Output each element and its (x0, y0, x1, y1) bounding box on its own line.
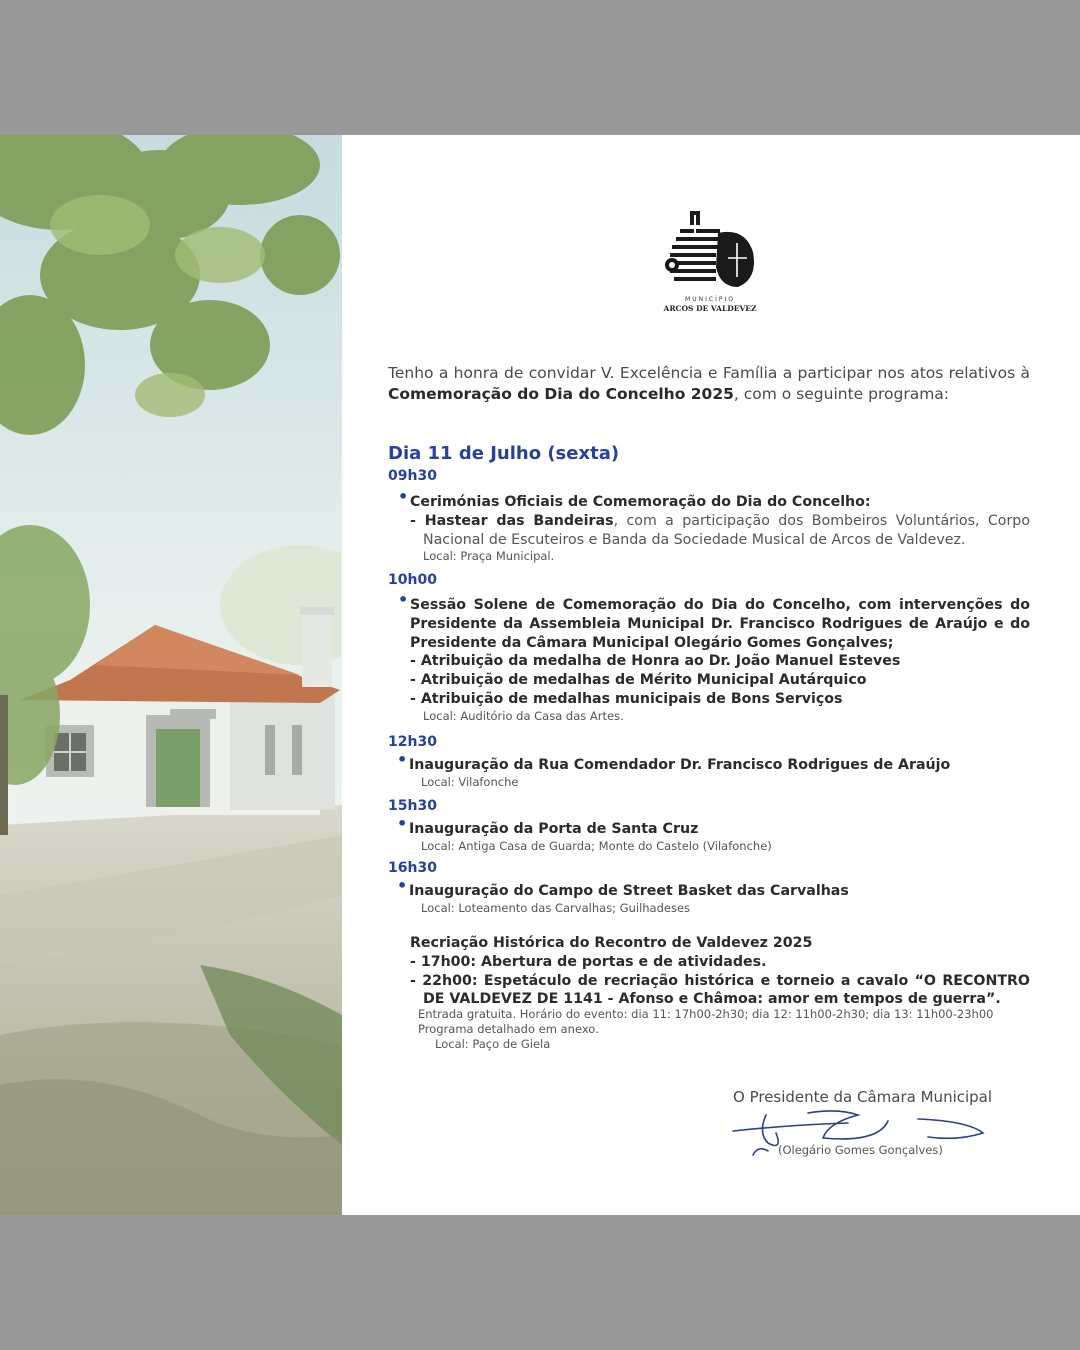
event-title: Sessão Solene de Comemoração do Dia do Concelho, com intervenções do Presidente da Assembleia Municipal Dr. Francisco Rodrigues de Araújo e do Presidente da Câmara Municipal Olegário Gomes Gonçalves; (410, 597, 1030, 651)
event-item (398, 487, 1030, 564)
event-sub-item: - Atribuição da medalha de Honra ao Dr. João Manuel Esteves (410, 653, 901, 670)
program-note: Programa detalhado em anexo. (418, 1022, 599, 1037)
bullet-icon: • (397, 814, 408, 833)
signatory-name: (Olegário Gomes Gonçalves) (778, 1143, 943, 1157)
event-item (398, 590, 1030, 724)
event-location: Local: Vilafonche (421, 774, 519, 789)
event-time: 09h30 (388, 468, 437, 484)
house-illustration (0, 135, 342, 1215)
bullet-icon: • (398, 487, 409, 506)
recreation-block (410, 934, 1030, 1009)
program-day-heading: Dia 11 de Julho (sexta) (388, 443, 620, 464)
invitation-card (0, 135, 1080, 1215)
bullet-icon: • (397, 876, 408, 895)
event-title: Cerimónias Oficiais de Comemoração do Dia do Concelho: (410, 494, 871, 510)
event-time: 15h30 (388, 798, 437, 814)
intro-event-name: Comemoração do Dia do Concelho 2025 (388, 385, 734, 403)
event-location: Local: Loteamento das Carvalhas; Guilhadeses (421, 900, 691, 915)
event-title: Inauguração da Porta de Santa Cruz (409, 821, 699, 837)
event-sub-item: - Atribuição de medalhas municipais de Bons Serviços (410, 690, 843, 707)
bullet-icon: • (398, 590, 409, 609)
logo-subtitle: MUNICÍPIO (685, 296, 735, 303)
invitation-content (388, 135, 1030, 1215)
event-time: 10h00 (388, 572, 437, 588)
handwritten-signature (728, 1103, 998, 1167)
bullet-icon: • (397, 750, 408, 769)
intro-text-after: , com o seguinte programa: (733, 385, 950, 403)
event-title: Inauguração da Rua Comendador Dr. Francisco Rodrigues de Araújo (409, 757, 951, 773)
event-location: Local: Paço de Giela (435, 1037, 551, 1052)
municipality-logo (660, 207, 760, 319)
event-time: 12h30 (388, 734, 437, 750)
illustration-panel (0, 135, 342, 1215)
intro-text-before: Tenho a honra de convidar V. Excelência e Família a participar nos atos relativos à (388, 364, 1030, 382)
event-item (397, 750, 1029, 790)
recreation-title: Recriação Histórica do Recontro de Valdevez 2025 (410, 935, 813, 951)
event-location: Local: Antiga Casa de Guarda; Monte do Castelo (Vilafonche) (421, 838, 772, 853)
recreation-item: - 22h00: Espetáculo de recriação histórica e torneio a cavalo “O RECONTRO DE VALDEVEZ DE 1141 - Afonso e Châmoa: amor em tempos de guerra”. (410, 972, 1030, 1008)
entry-note: Entrada gratuita. Horário do evento: dia 11: 17h00-2h30; dia 12: 11h00-2h30; dia 13: 11h00-23h00 (418, 1007, 994, 1021)
sub-item-text: , com a participação dos Bombeiros Voluntários, Corpo Nacional de Escuteiros e Banda da Sociedade Musical de Arcos de Valdevez. (423, 512, 1030, 548)
event-location: Local: Praça Municipal. (423, 549, 555, 564)
event-time: 16h30 (388, 860, 437, 876)
intro-paragraph (388, 363, 1030, 405)
sub-item-bold: - Hastear das Bandeiras (410, 512, 614, 529)
event-sub-item (410, 512, 1030, 550)
event-item (397, 814, 1029, 854)
signature-title: O Presidente da Câmara Municipal (733, 1088, 993, 1106)
event-sub-item: - Atribuição de medalhas de Mérito Municipal Autárquico (410, 672, 867, 689)
event-title: Inauguração do Campo de Street Basket das Carvalhas (409, 883, 849, 899)
recreation-item: - 17h00: Abertura de portas e de atividades. (410, 953, 767, 970)
coat-of-arms-icon (660, 207, 760, 293)
event-item (397, 876, 1029, 916)
event-notes (418, 1007, 993, 1053)
event-location: Local: Auditório da Casa das Artes. (423, 708, 624, 723)
logo-title: ARCOS DE VALDEVEZ (663, 304, 757, 313)
